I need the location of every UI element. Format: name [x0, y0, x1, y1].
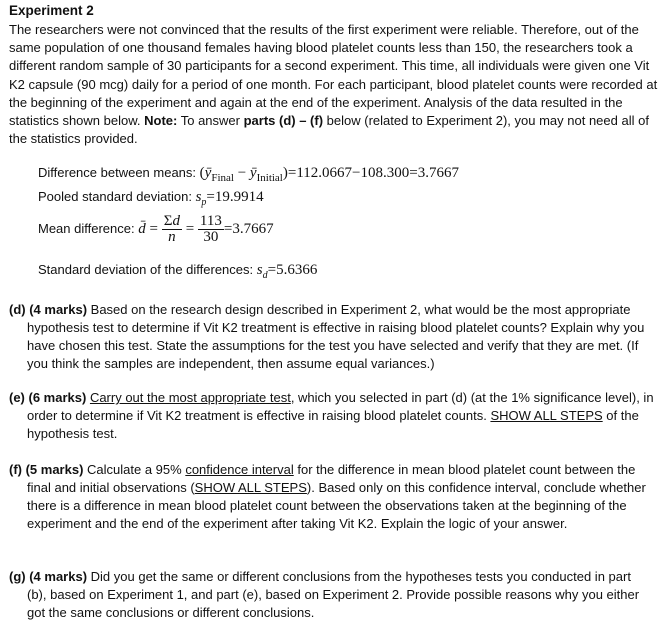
question-d-text: Based on the research design described in Experiment 2, what would be the most appropriate hypothesis test to determine if Vit K2 treatment is effective in raising blood platelet counts? Explain why you have chosen this test. State the assumptions for the test you have selected and verify that they are met. (If you think the samples are independent, then assume equal variances.) [27, 302, 645, 371]
diff-means-result: =112.0667−108.300=3.7667 [287, 165, 459, 181]
pooled-sd-symbol: $s_p$ [195, 189, 207, 208]
sd-diff-label: Standard deviation of the differences: [38, 262, 254, 277]
question-f [9, 461, 654, 533]
sd-diff-symbol: $s_d$ [256, 262, 268, 281]
intro-text-b: To answer [177, 113, 244, 129]
diff-means-row [38, 165, 459, 184]
question-e-text1: , which you selected in part (d) (at the 1% significance level), in order to determine if Vit K2 treatment is effective in raising blood platelet counts. [27, 390, 654, 423]
question-e-link-test: Carry out the most appropriate test [89, 390, 291, 405]
question-f-link-ci: confidence interval [185, 462, 294, 477]
sd-diff-value: =5.6366 [267, 262, 318, 278]
mean-diff-row [38, 214, 274, 245]
question-f-label: (f) (5 marks) [9, 462, 84, 477]
question-f-text3: ). Based only on this confidence interval, conclude whether there is a difference in mean blood platelet count between the observations taken at the beginning of the experiment and the end of the experiment after taking Vit K2. Explain the logic of your answer. [27, 480, 646, 531]
question-f-text2: for the difference in mean blood platelet count between the final and initial observations ( [27, 462, 636, 495]
diff-means-formula: ($ȳ_{Final}$ − $ȳ_{Initial}$) [199, 165, 288, 184]
question-e [9, 389, 654, 443]
pooled-sd-label: Pooled standard deviation: [38, 189, 192, 204]
mean-diff-formula: d̄ = $\frac{\Sigma d}{n}$ = $\frac{113}{30}$ [138, 213, 222, 245]
question-e-text2: of the hypothesis test. [27, 408, 639, 441]
question-g [9, 568, 654, 622]
experiment-title: Experiment 2 [9, 3, 94, 18]
experiment-intro [9, 21, 659, 148]
sd-diff-row [38, 262, 317, 281]
pooled-sd-row [38, 189, 264, 208]
question-g-label: (g) (4 marks) [9, 569, 88, 584]
mean-diff-value: =3.7667 [223, 220, 274, 237]
question-f-text1: Calculate a 95% [83, 462, 186, 477]
question-g-text: Did you get the same or different conclusions from the hypotheses tests you conducted in part (b), based on Experiment 1, and part (e), based on Experiment 2. Provide possible reasons why you either got the same conclusions or different conclusions. [27, 569, 640, 620]
question-d-label: (d) (4 marks) [9, 302, 88, 317]
mean-diff-label: Mean difference: [38, 220, 135, 236]
question-f-link-steps: SHOW ALL STEPS [194, 480, 307, 495]
question-e-label: (e) (6 marks) [9, 390, 87, 405]
intro-text-a: The researchers were not convinced that the results of the first experiment were reliable. Therefore, out of the same population of one thousand females having blood platelet counts less than 150, the researchers took a different random sample of 30 participants for a second experiment. This time, all individuals were given one Vit K2 capsule (90 mcg) daily for a period of one month. For each participant, blood platelet counts were recorded at the beginning of the experiment and again at the end of the experiment. Analysis of the data resulted in the statistics shown below. [9, 22, 658, 129]
diff-means-label: Difference between means: [38, 165, 197, 180]
intro-parts: parts (d) – (f) [243, 113, 324, 129]
question-e-link-steps: SHOW ALL STEPS [490, 408, 603, 423]
mean-diff-den: 30 [203, 229, 219, 245]
pooled-sd-value: =19.9914 [206, 189, 264, 205]
intro-note-label: Note: [144, 113, 178, 129]
question-d [9, 301, 654, 373]
intro-text-c: below (related to Experiment 2), you may not need all of the statistics provided. [9, 113, 649, 147]
mean-diff-num: 113 [199, 213, 222, 229]
